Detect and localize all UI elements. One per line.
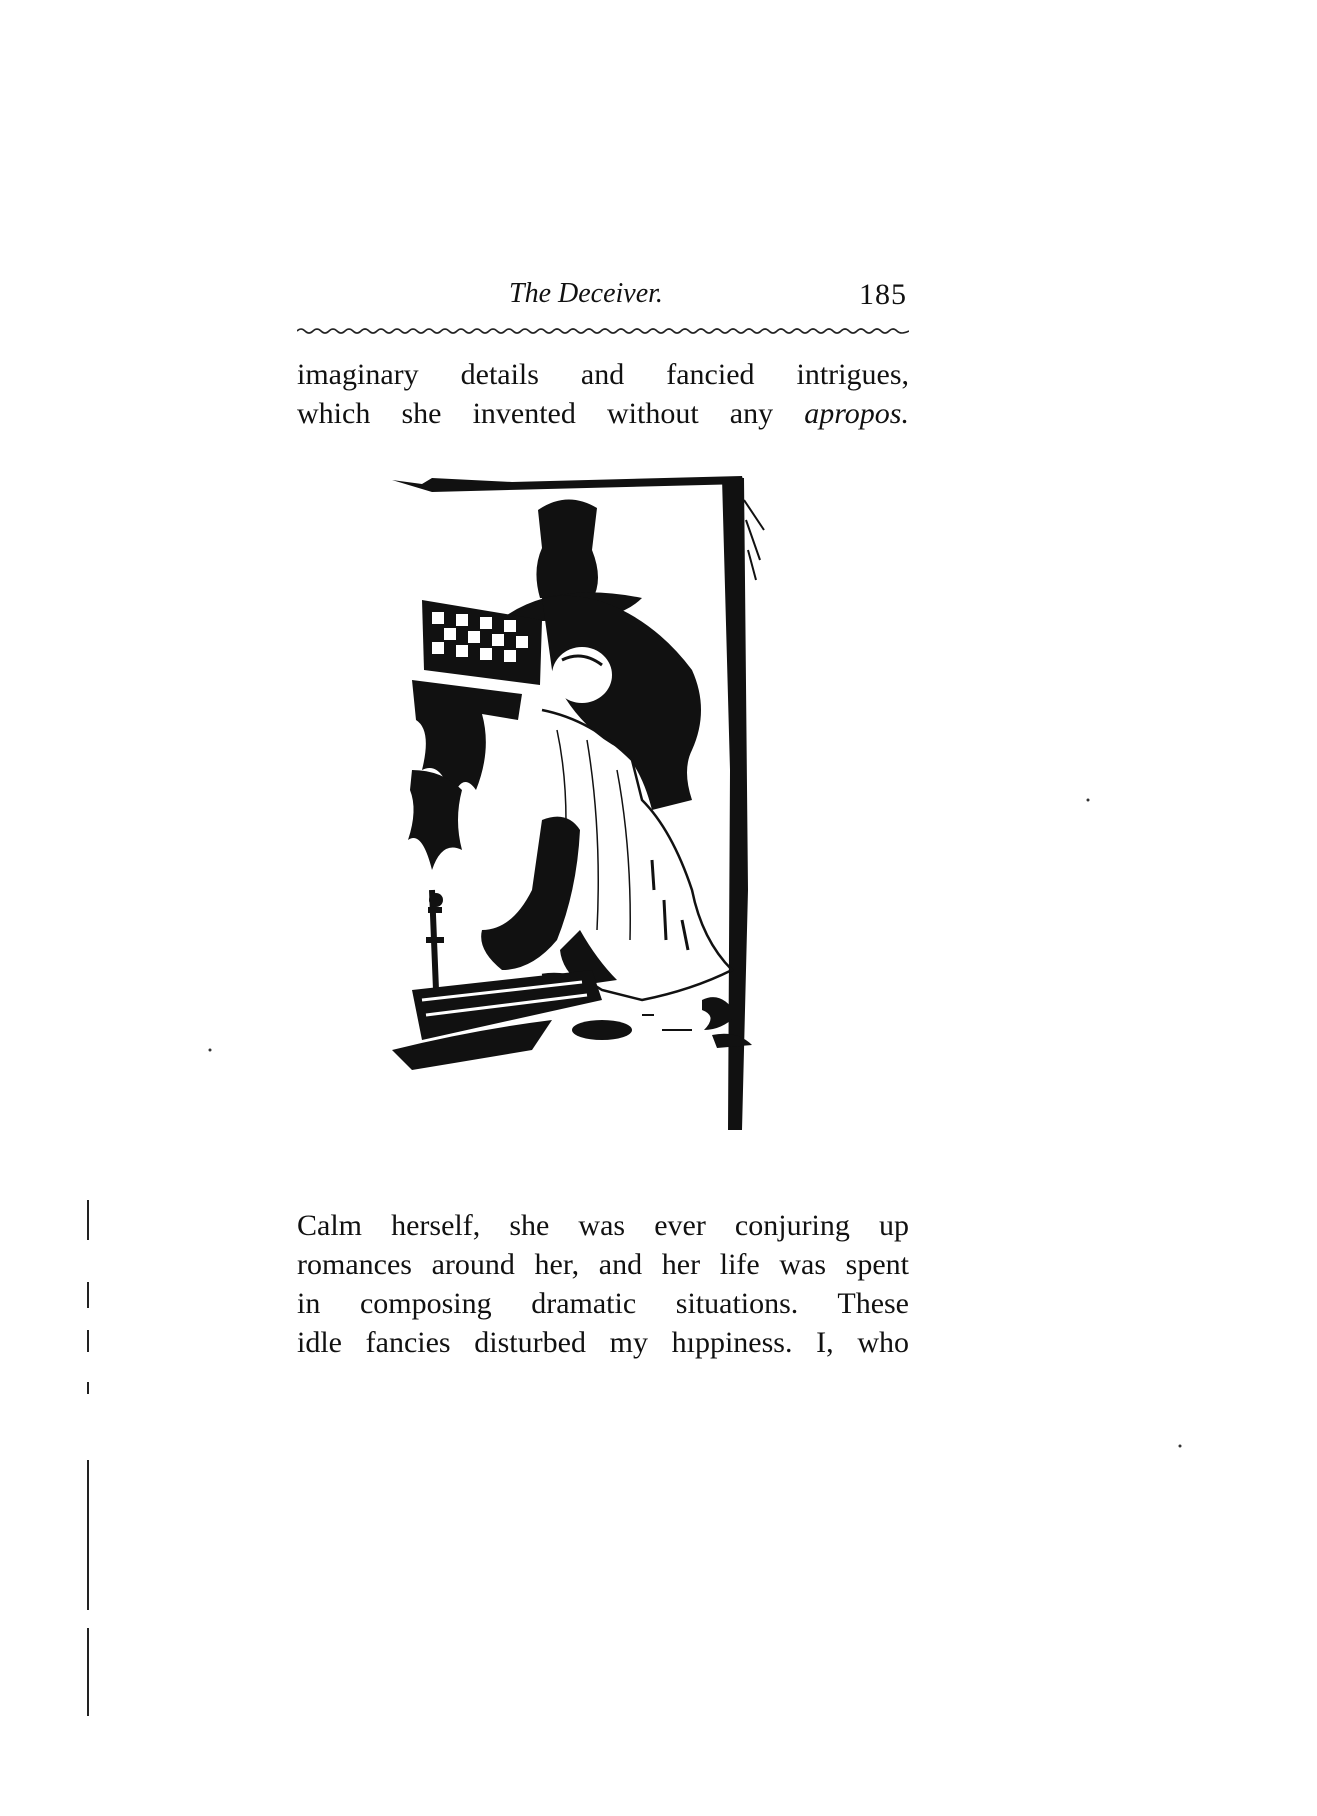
paragraph-2-line-4: idle fancies disturbed my hıppiness. I, who	[297, 1326, 909, 1359]
paragraph-1	[297, 355, 909, 433]
engraving-illustration-icon	[392, 470, 844, 1170]
italic-word-apropos: apropos.	[804, 397, 909, 430]
paragraph-2-line-3: in composing dramatic situations. These	[297, 1287, 909, 1320]
page-number: 185	[859, 278, 907, 311]
running-title: The Deceiver.	[509, 278, 663, 309]
paragraph-1-line-2-text: which she invented without any	[297, 397, 805, 430]
paragraph-2-line-1: Calm herself, she was ever conjuring up	[297, 1209, 909, 1242]
paragraph-2-line-2: romances around her, and her life was spent	[297, 1248, 909, 1281]
paragraph-1-line-2	[297, 394, 909, 433]
paragraph-1-line-1: imaginary details and fancied intrigues,	[297, 358, 909, 391]
page-header	[297, 278, 907, 318]
paragraph-2	[297, 1206, 909, 1362]
decorative-rule	[297, 327, 909, 335]
